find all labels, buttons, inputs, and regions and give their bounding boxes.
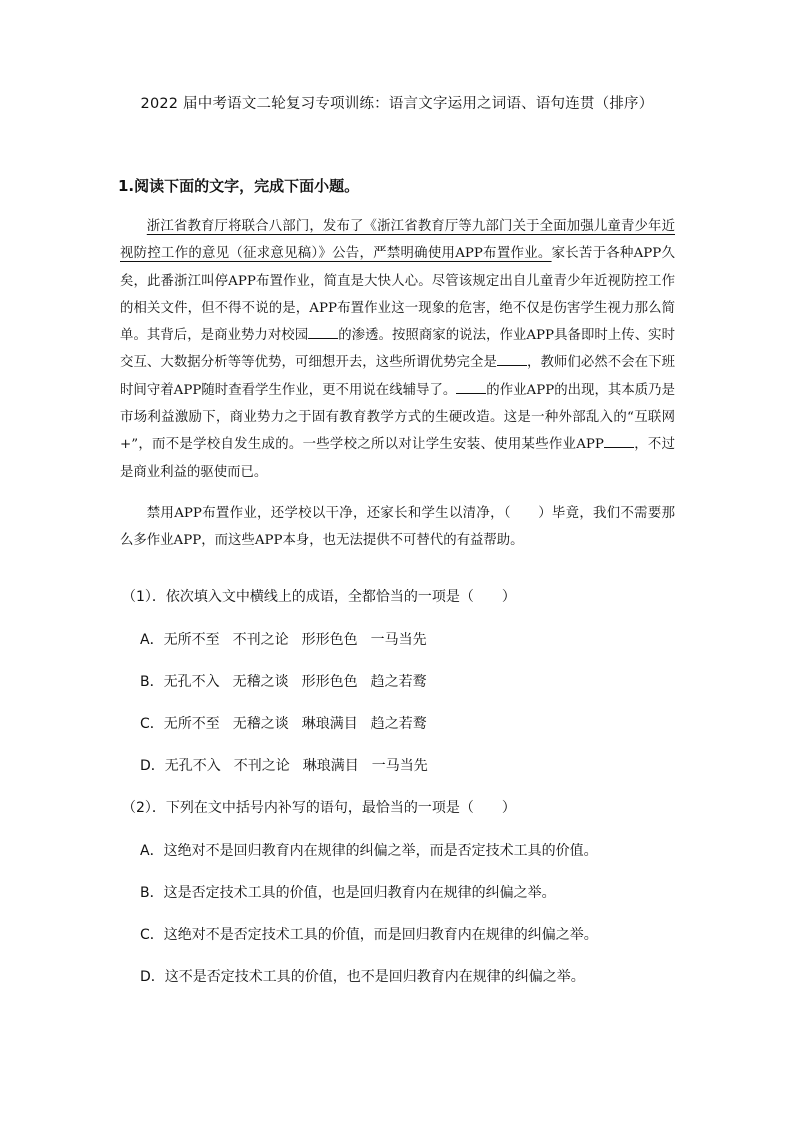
passage-text: 家长苦于各种APP久矣，此番浙江叫停APP布置作业，简直是大快人心。尽管该规定出自儿童青少年近视防控工作的相关文件，但不得不说的是，APP布置作业这一现象的危害，绝不仅是伤害学生视力那么简单。其背后，是商业势力对校园 [120, 246, 675, 344]
option-text: 这是否定技术工具的价值，也是回归教育内在规律的纠偏之举。 [163, 885, 556, 901]
q1-option-b [140, 671, 440, 691]
q2-option-a [140, 840, 598, 860]
option-text: 这绝对不是回归教育内在规律的纠偏之举，而是否定技术工具的价值。 [163, 843, 598, 859]
option-word: 无所不至 [163, 632, 220, 648]
document-title: 2022 届中考语文二轮复习专项训练：语言文字运用之词语、语句连贯（排序） [140, 96, 654, 112]
sub-question-2-stem: （2）．下列在文中括号内补写的语句，最恰当的一项是（ ） [122, 800, 516, 816]
option-word: 琳琅满目 [302, 758, 359, 774]
option-word: 形形色色 [301, 632, 358, 648]
option-letter: B． [140, 885, 164, 901]
option-word: 无稽之谈 [232, 674, 289, 690]
question-heading: 1.阅读下面的文字，完成下面小题。 [118, 177, 360, 195]
option-word: 无孔不入 [163, 674, 220, 690]
q2-option-c [140, 924, 598, 944]
q2-option-b [140, 882, 556, 902]
passage-paragraph-1 [120, 213, 675, 486]
sub-question-1-stem: （1）．依次填入文中横线上的成语，全都恰当的一项是（ ） [122, 589, 516, 605]
option-letter: D． [140, 969, 165, 985]
q1-option-d [140, 755, 441, 775]
option-word: 形形色色 [301, 674, 358, 690]
q2-option-d [140, 966, 585, 986]
option-word: 趋之若鹜 [370, 674, 427, 690]
fill-blank-1 [308, 325, 338, 339]
option-word: 不刊之论 [232, 632, 289, 648]
passage-text: ，教师们必然不会在下班时间守着APP随时查看学生作业，更不用说在线辅导了。 [120, 355, 675, 398]
fill-blank-3 [456, 380, 486, 394]
passage-text: 的渗透。按照商家的说法，作业APP具备即时上传、实时交互、大数据分析等等优势，可细想开去，这些所谓优势完全是 [120, 328, 675, 371]
reading-passage [120, 213, 675, 555]
option-letter: A． [140, 632, 164, 648]
option-word: 琳琅满目 [301, 716, 358, 732]
option-letter: B． [140, 674, 164, 690]
option-word: 趋之若鹜 [370, 716, 427, 732]
option-word: 无所不至 [163, 716, 220, 732]
option-word: 一马当先 [371, 758, 428, 774]
option-text: 这不是否定技术工具的价值，也不是回归教育内在规律的纠偏之举。 [164, 969, 585, 985]
option-word: 不刊之论 [233, 758, 290, 774]
passage-paragraph-2: 禁用APP布置作业，还学校以干净，还家长和学生以清净，（ ）毕竟，我们不需要那么多作业APP，而这些APP本身，也无法提供不可替代的有益帮助。 [120, 505, 675, 549]
option-word: 一马当先 [370, 632, 427, 648]
passage-text: 的作业APP的出现，其本质乃是市场利益激励下，商业势力之于固有教育教学方式的生硬改造。这是一种外部乱入的“互联网+”，而不是学校自发生成的。一些学校之所以对让学生安装、使用某些作业APP [120, 382, 675, 453]
option-letter: C． [140, 716, 164, 732]
option-letter: D． [140, 758, 165, 774]
option-word: 无孔不入 [164, 758, 221, 774]
option-text: 这绝对不是否定技术工具的价值，而是回归教育内在规律的纠偏之举。 [163, 927, 598, 943]
underlined-sentence: 浙江省教育厅将联合八部门，发布了《浙江省教育厅等九部门关于全面加强儿童青少年近视防控工作的意见（征求意见稿）》公告，严禁明确使用APP布置作业。 [120, 219, 675, 262]
option-letter: A． [140, 843, 164, 859]
q1-option-c [140, 713, 440, 733]
q1-option-a [140, 629, 440, 649]
fill-blank-4 [604, 434, 634, 448]
option-word: 无稽之谈 [232, 716, 289, 732]
fill-blank-2 [497, 352, 527, 366]
option-letter: C． [140, 927, 164, 943]
passage-text: ，不过是商业利益的驱使而已。 [120, 437, 675, 480]
